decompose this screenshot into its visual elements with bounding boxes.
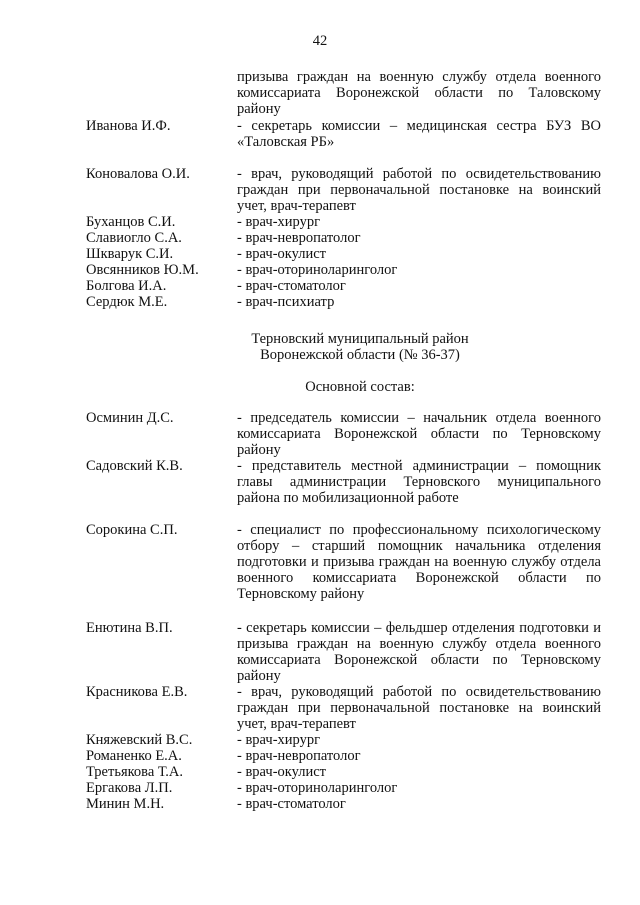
member-name: Садовский К.В. [86,458,183,474]
member-role: - секретарь комиссии – медицинская сестра БУЗ ВО «Таловская РБ» [237,118,601,150]
member-role: - врач-стоматолог [237,278,346,294]
member-name: Третьякова Т.А. [86,764,184,780]
district-subtitle: Воронежской области (№ 36-37) [260,347,460,363]
member-role: - врач-невропатолог [237,230,361,246]
member-name: Коновалова О.И. [86,166,190,182]
member-role: - врач-оториноларинголог [237,262,398,278]
continuation-text: призыва граждан на военную службу отдела военного комиссариата Воронежской области по Таловскому району [237,69,601,117]
member-role: - врач-хирург [237,214,321,230]
member-role: - секретарь комиссии – фельдшер отделения подготовки и призыва граждан на военную службу отдела военного комиссариата Воронежской области по Терновскому району [237,620,601,684]
member-name: Славиогло С.А. [86,230,182,246]
page-number: 42 [312,33,328,49]
member-name: Шкварук С.И. [86,246,174,262]
member-name: Романенко Е.А. [86,748,182,764]
district-title: Терновский муниципальный район [251,331,469,347]
member-name: Енютина В.П. [86,620,173,636]
member-name: Сорокина С.П. [86,522,178,538]
member-role: - председатель комиссии – начальник отдела военного комиссариата Воронежской области по Терновскому району [237,410,601,458]
member-role: - врач-психиатр [237,294,335,310]
member-role: - представитель местной администрации – помощник главы администрации Терновского муниципального района по мобилизационной работе [237,458,601,506]
member-role: - врач-стоматолог [237,796,346,812]
member-role: - врач-невропатолог [237,748,361,764]
member-role: - врач-хирург [237,732,321,748]
member-name: Болгова И.А. [86,278,167,294]
member-name: Минин М.Н. [86,796,165,812]
member-role: - врач-окулист [237,764,326,780]
member-name: Овсянников Ю.М. [86,262,199,278]
member-name: Осминин Д.С. [86,410,174,426]
member-role: - врач-оториноларинголог [237,780,398,796]
member-name: Княжевский В.С. [86,732,193,748]
member-role: - врач-окулист [237,246,326,262]
member-role: - специалист по профессиональному психологическому отбору – старший помощник начальника отделения подготовки и призыва граждан на военную службу отдела военного комиссариата Воронежской области по Терновскому району [237,522,601,602]
member-name: Буханцов С.И. [86,214,176,230]
member-role: - врач, руководящий работой по освидетельствованию граждан при первоначальной постановке на воинский учет, врач-терапевт [237,166,601,214]
composition-heading: Основной состав: [305,379,415,395]
member-name: Иванова И.Ф. [86,118,171,134]
member-name: Красникова Е.В. [86,684,188,700]
member-role: - врач, руководящий работой по освидетельствованию граждан при первоначальной постановке на воинский учет, врач-терапевт [237,684,601,732]
member-name: Ергакова Л.П. [86,780,173,796]
member-name: Сердюк М.Е. [86,294,168,310]
